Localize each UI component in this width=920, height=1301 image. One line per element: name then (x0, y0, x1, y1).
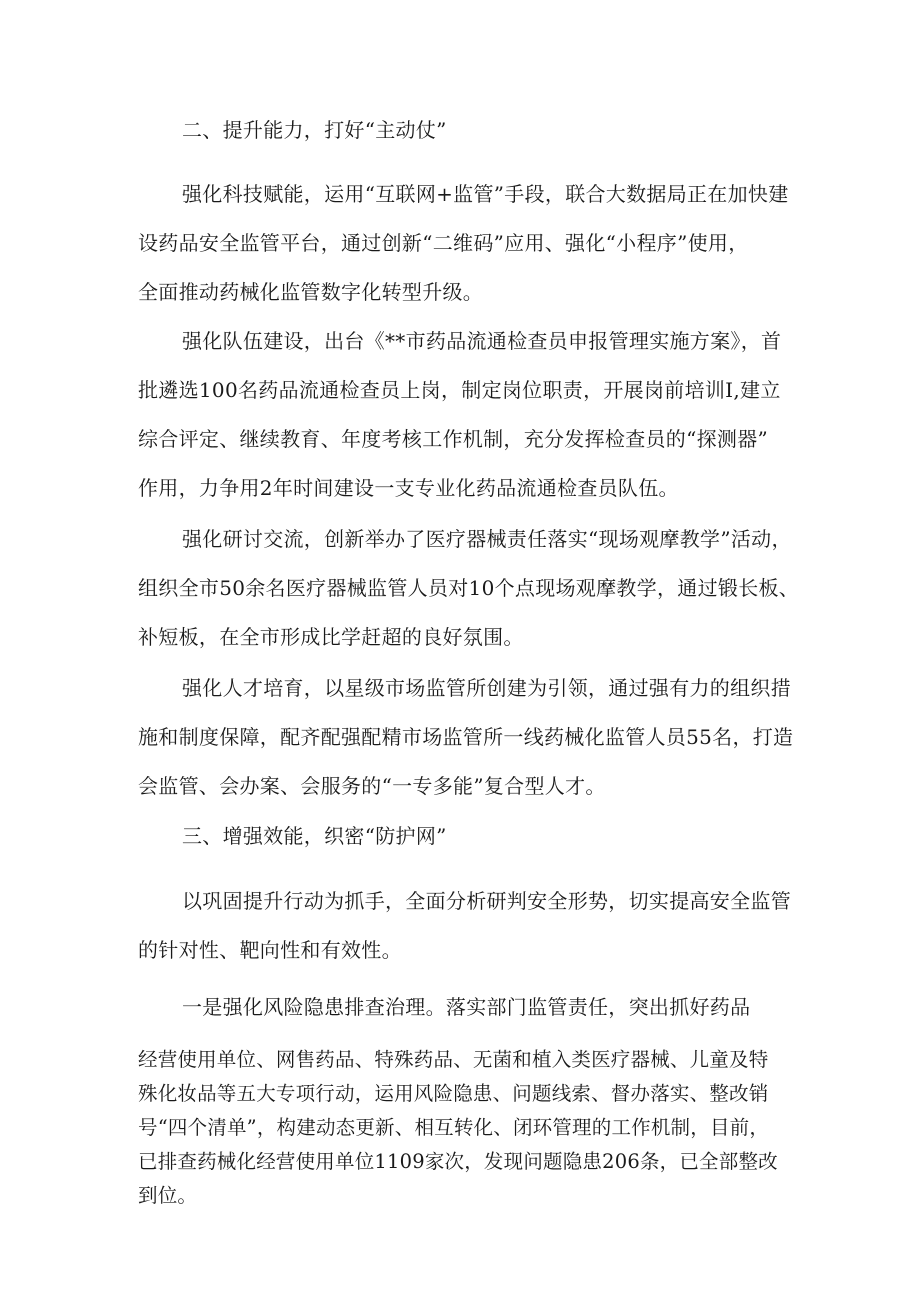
text-line: 强化科技赋能，运用“互联网+监管”手段，联合大数据局正在加快建 (182, 182, 789, 206)
paragraph (138, 515, 800, 662)
text-line: 作用，力争用2年时间建设一支专业化药品流通检查员队伍。 (138, 476, 679, 500)
text-line: 综合评定、继续教育、年度考核工作机制，充分发挥检查员的“探测器” (138, 427, 769, 451)
paragraph (138, 664, 794, 811)
text-line: 到位。 (138, 1184, 198, 1207)
paragraph (138, 983, 788, 1032)
text-line: 批遴选100名药品流通检查员上岗，制定岗位职责，开展岗前培训I,建立 (138, 378, 781, 402)
text-line: 一是强化风险隐患排查治理。落实部门监管责任，突出抓好药品 (182, 995, 751, 1019)
heading-text: 三、增强效能，织密“防护网” (182, 824, 447, 848)
text-line: 施和制度保障，配齐配强配精市场监管所一线药械化监管人员55名，打造 (138, 725, 794, 749)
text-line: 组织全市50余名医疗器械监管人员对10个点现场观摩教学，通过锻长板、 (138, 576, 800, 600)
paragraph (138, 877, 791, 975)
text-line: 的针对性、靶向性和有效性。 (138, 938, 402, 962)
text-line: 号“四个清单”，构建动态更新、相互转化、闭环管理的工作机制，目前， (138, 1116, 770, 1139)
text-line: 强化研讨交流，创新举办了医疗器械责任落实“现场观摩教学”活动， (182, 527, 792, 551)
text-line: 设药品安全监管平台，通过创新“二维码”应用、强化“小程序”使用， (138, 231, 749, 255)
paragraph (138, 317, 788, 513)
text-line: 补短板，在全市形成比学赶超的良好氛围。 (138, 625, 524, 649)
text-line: 已排查药械化经营使用单位1109家次，发现问题隐患206条，已全部整改 (138, 1150, 778, 1173)
paragraph (138, 1043, 788, 1213)
text-line: 全面推动药械化监管数字化转型升级。 (138, 280, 484, 304)
heading-text: 二、提升能力，打好“主动仗” (182, 118, 447, 142)
text-line: 经营使用单位、网售药品、特殊药品、无菌和植入类医疗器械、儿童及特 (138, 1048, 769, 1071)
paragraph (138, 170, 788, 317)
text-line: 强化人才培育，以星级市场监管所创建为引领，通过强有力的组织措 (182, 676, 791, 700)
text-line: 以巩固提升行动为抓手，全面分析研判安全形势，切实提高安全监管 (182, 889, 791, 913)
text-line: 殊化妆品等五大专项行动，运用风险隐患、问题线索、督办落实、整改销 (138, 1082, 769, 1105)
section-heading (138, 812, 788, 861)
section-heading (138, 106, 788, 155)
text-line: 会监管、会办案、会服务的“一专多能”复合型人才。 (138, 774, 606, 798)
text-line: 强化队伍建设，出台《**市药品流通检查员申报管理实施方案》，首 (182, 329, 782, 353)
